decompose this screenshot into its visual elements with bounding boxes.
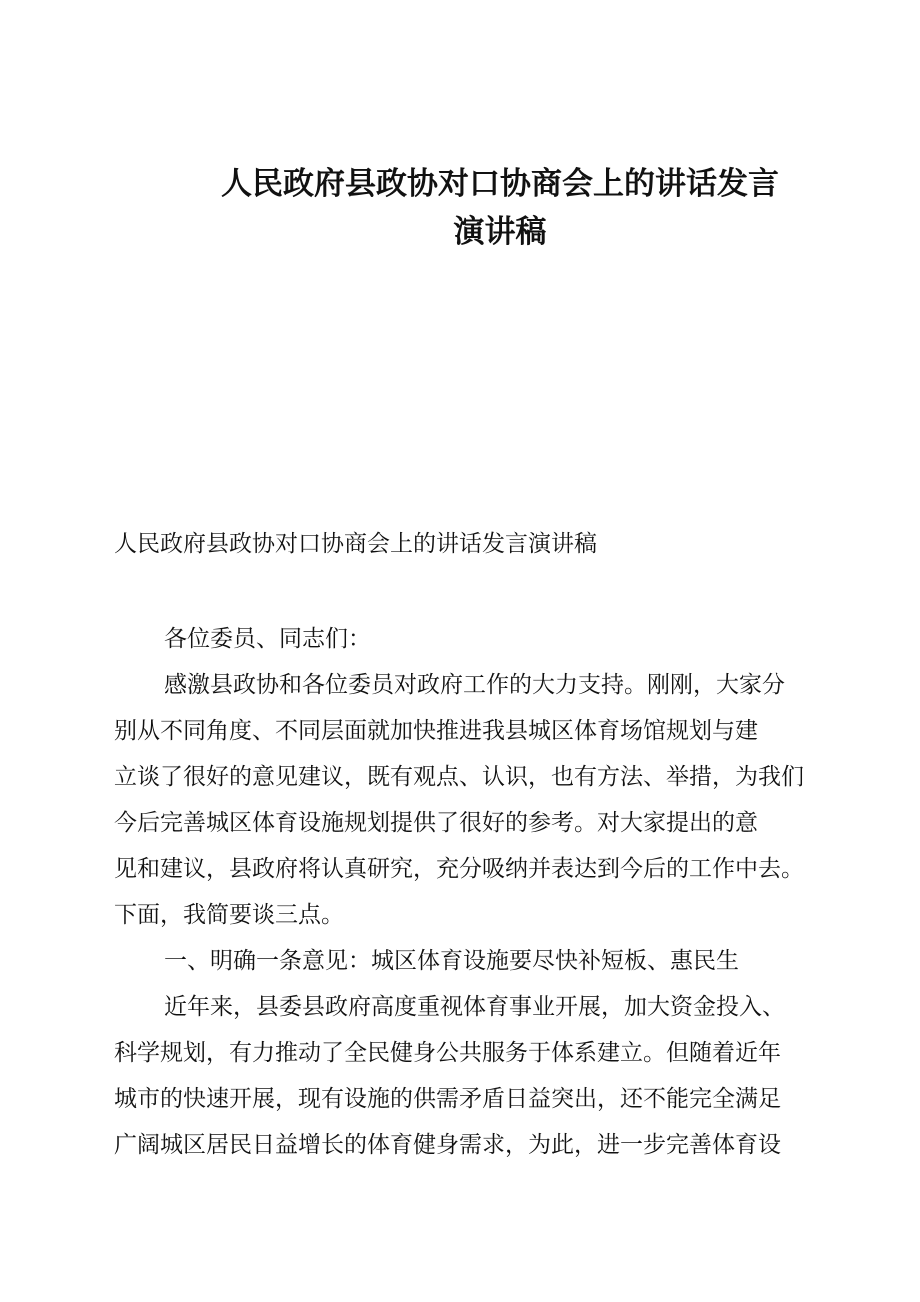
paragraph-line: 广阔城区居民日益增长的体育健身需求，为此，进一步完善体育设 — [114, 1132, 781, 1158]
title-line-2: 演讲稿 — [453, 214, 547, 250]
paragraph-line: 见和建议，县政府将认真研究，充分吸纳并表达到今后的工作中去。 — [114, 856, 804, 882]
body-text — [114, 616, 814, 1168]
salutation: 各位委员、同志们： — [164, 626, 371, 652]
document-subtitle: 人民政府县政协对口协商会上的讲话发言演讲稿 — [114, 531, 597, 557]
paragraph-line: 立谈了很好的意见建议，既有观点、认识，也有方法、举措，为我们 — [114, 764, 804, 790]
paragraph-line: 别从不同角度、不同层面就加快推进我县城区体育场馆规划与建 — [114, 718, 758, 744]
paragraph-line: 下面，我简要谈三点。 — [114, 902, 344, 928]
paragraph-line: 今后完善城区体育设施规划提供了很好的参考。对大家提出的意 — [114, 810, 758, 836]
paragraph-line: 近年来，县委县政府高度重视体育事业开展，加大资金投入、 — [164, 994, 785, 1020]
document-title — [120, 160, 880, 256]
title-line-1: 人民政府县政协对口协商会上的讲话发言 — [221, 166, 779, 202]
paragraph-line: 感激县政协和各位委员对政府工作的大力支持。刚刚，大家分 — [164, 672, 785, 698]
paragraph-line: 城市的快速开展，现有设施的供需矛盾日益突出，还不能完全满足 — [114, 1086, 781, 1112]
paragraph-line: 科学规划，有力推动了全民健身公共服务于体系建立。但随着近年 — [114, 1040, 781, 1066]
section-heading: 一、明确一条意见：城区体育设施要尽快补短板、惠民生 — [164, 948, 739, 974]
